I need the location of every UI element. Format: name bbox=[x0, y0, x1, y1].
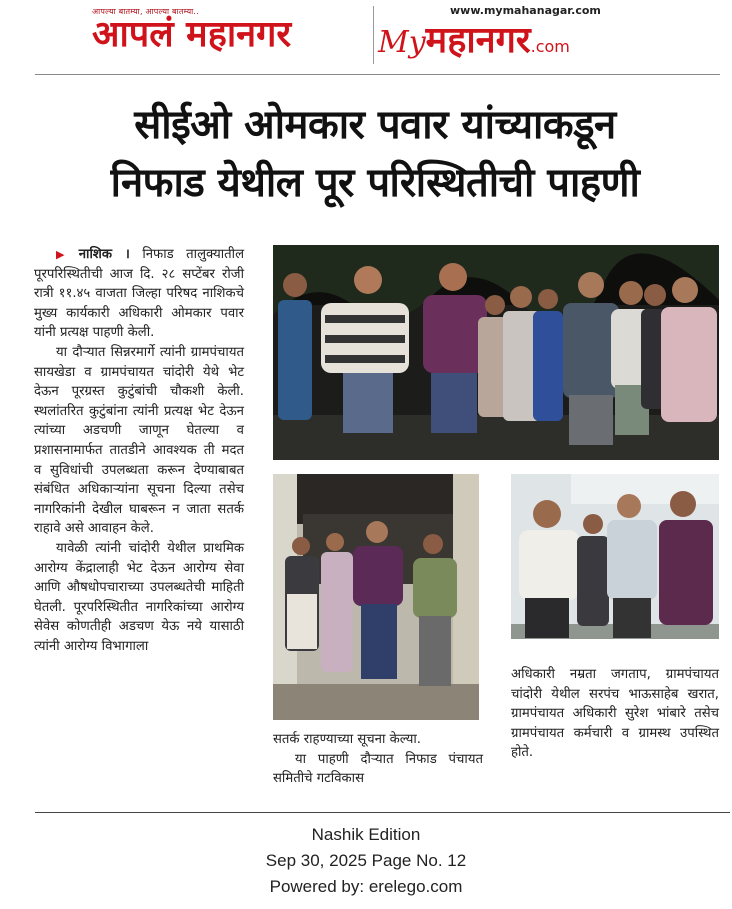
top-rule bbox=[35, 74, 720, 75]
masthead-title-right: महानगर bbox=[425, 20, 531, 61]
headline-line-1: सीईओ ओमकार पवार यांच्याकडून bbox=[134, 102, 616, 148]
article-paragraph-3: यावेळी त्यांनी चांदोरी येथील प्राथमिक आरोग्य केंद्रालाही भेट देऊन आरोग्य सेवा आणि औषधोपचाराच्या उपलब्धतेची माहिती घेतली. पूरपरिस्थितीत नागरिकांच्या आरोग्य सेवेस कोणतीही अडचण येऊ नये यासाठी त्यांनी आरोग्य विभागाला bbox=[34, 540, 244, 654]
masthead bbox=[0, 0, 732, 70]
article-paragraph-2: या दौऱ्यात सिन्नरमार्गे त्यांनी ग्रामपंचायत सायखेडा व ग्रामपंचायत चांदोरी येथे भेट देऊन पूरग्रस्त कुटुंबांची चौकशी केली. स्थलांतरित कुटुंबांना त्यांनी प्रत्यक्ष भेट देऊन त्यांच्या अडचणी जाणून घेतल्या व प्रशासनामार्फत तातडीने आवश्यक ती मदत व सुविधांची उपलब्धता करून देण्याबाबत संबंधित अधिकाऱ्यांना सूचना दिल्या तसेच नागरिकांनी देखील घाबरून न जाता सतर्क राहावे असे आवाहन केले. bbox=[34, 344, 244, 537]
masthead-com: .com bbox=[530, 37, 570, 56]
article-paragraph-4: सतर्क राहण्याच्या सूचना केल्या. bbox=[273, 732, 421, 747]
article-column-2 bbox=[273, 730, 483, 789]
article-column-1 bbox=[34, 245, 244, 656]
footer-date-page: Sep 30, 2025 Page No. 12 bbox=[265, 851, 467, 870]
article-paragraph-6: अधिकारी नम्रता जगताप, ग्रामपंचायत चांदोरी येथील सरपंच भाऊसाहेब खरात, ग्रामपंचायत अधिकारी सुरेश भांबारे तसेच ग्रामपंचायत कर्मचारी व ग्रामस्थ उपस्थित होते. bbox=[511, 667, 719, 761]
footer-powered-by[interactable]: Powered by: erelego.com bbox=[269, 877, 463, 896]
photo-corridor-visit bbox=[273, 474, 479, 720]
masthead-divider bbox=[373, 6, 374, 64]
article-paragraph-5: या पाहणी दौऱ्यात निफाड पंचायत समितीचे गटविकास bbox=[273, 751, 483, 787]
bottom-rule bbox=[35, 812, 730, 813]
photo-group-night bbox=[273, 245, 719, 460]
triangle-bullet-icon: ▶ bbox=[56, 248, 73, 261]
masthead-url[interactable]: www.mymahanagar.com bbox=[450, 4, 601, 17]
footer bbox=[0, 822, 732, 900]
paragraph-1-text: निफाड तालुक्यातील पूरपरिस्थितीची आज दि. २८ सप्टेंबर रोजी रात्री ११.४५ वाजता जिल्हा परिषद नाशिकचे मुख्य कार्यकारी अधिकारी ओमकार पवार यांनी प्रत्यक्ष पाहणी केली. bbox=[34, 247, 245, 341]
dateline: नाशिक । bbox=[78, 247, 130, 262]
masthead-title-left: आपलं महानगर bbox=[92, 14, 292, 55]
masthead-my-logo: My bbox=[378, 25, 426, 60]
masthead-tagline: आपल्या बातम्या, आपल्या बातम्या.. bbox=[92, 7, 199, 16]
headline-line-2: निफाड येथील पूर परिस्थितीची पाहणी bbox=[110, 160, 640, 206]
headline bbox=[30, 96, 720, 212]
masthead-right bbox=[378, 14, 570, 63]
photo-health-centre bbox=[511, 474, 719, 639]
masthead-left bbox=[92, 6, 291, 55]
footer-edition: Nashik Edition bbox=[311, 825, 421, 844]
article-paragraph-1 bbox=[34, 245, 244, 343]
article-column-3 bbox=[511, 665, 719, 763]
